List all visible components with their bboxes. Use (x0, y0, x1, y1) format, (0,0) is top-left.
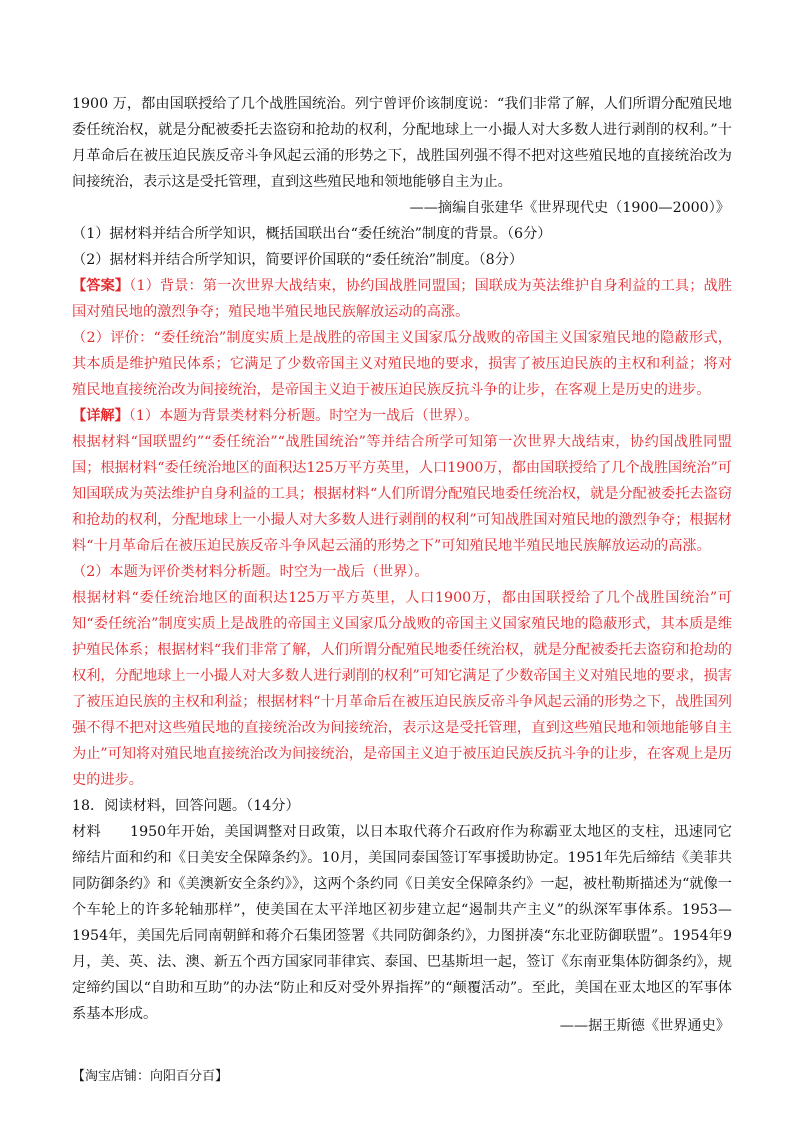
detail-17-part1-head-text: （1）本题为背景类材料分析题。时空为一战后（世界）。 (128, 408, 479, 424)
detail-tag: 【详解】 (72, 408, 129, 424)
detail-17-part2-body: 根据材料“委任统治地区的面积达125万平方英里，人口1900万，都由国联授给了几个战胜国统治”可知“委任统治”制度实质上是战胜的帝国主义国家瓜分战败的帝国主义国家殖民地的隐蔽形式，其本质是维护殖民体系；根据材料“我们非常了解，人们所谓分配殖民地委任统治权，就是分配被委托去盗窃和抢劫的权利，分配地球上一小撮人对大多数人进行剥削的权利”可知它满足了少数帝国主义对殖民地的要求，损害了被压迫民族的主权和利益；根据材料“十月革命后在被压迫民族反帝斗争风起云涌的形势之下，战胜国列强不得不把对这些殖民地的直接统治改为间接统治，表示这是受托管理，直到这些殖民地和领地能够自主为止”可知将对殖民地直接统治改为间接统治，是帝国主义迫于被压迫民族反抗斗争的让步，在客观上是历史的进步。 (72, 590, 732, 788)
material-17-source: ——摘编自张建华《世界现代史（1900—2000）》 (409, 200, 730, 216)
question-18-material (72, 819, 732, 1027)
answer-17 (72, 273, 732, 403)
shop-footer: 【淘宝店铺：向阳百分百】 (72, 1069, 229, 1084)
material-17-text (72, 91, 732, 195)
detail-17-part1-head (72, 403, 732, 429)
question-17-2: （2）据材料并结合所学知识，简要评价国联的“委任统治”制度。（8分） (72, 252, 524, 268)
detail-17-part1-body: 根据材料“国联盟约”“委任统治”“战胜国统治”等并结合所学可知第一次世界大战结束，协约国战胜同盟国；根据材料“委任统治地区的面积达125万平方英里，人口1900万，都由国联授给了几个战胜国统治”可知国联成为英法维护自身利益的工具；根据材料“人们所谓分配殖民地委任统治权，就是分配被委托去盗窃和抢劫的权利，分配地球上一小撮人对大多数人进行剥削的权利”可知战胜国对殖民地的激烈争夺；根据材料“十月革命后在被压迫民族反帝斗争风起云涌的形势之下”可知殖民地半殖民地民族解放运动的高涨。 (72, 434, 732, 554)
answer-17-part2: （2）评价：“委任统治”制度实质上是战胜的帝国主义国家瓜分战败的帝国主义国家殖民地的隐蔽形式，其本质是维护殖民体系；它满足了少数帝国主义对殖民地的要求，损害了被压迫民族的主权和利益；将对殖民地直接统治改为间接统治，是帝国主义迫于被压迫民族反抗斗争的让步，在客观上是历史的进步。 (72, 330, 732, 398)
answer-tag: 【答案】 (72, 278, 130, 294)
question-17-1: （1）据材料并结合所学知识，概括国联出台“委任统治”制度的背景。（6分） (72, 226, 552, 242)
answer-17-part1 (72, 273, 732, 325)
material-17-paragraph: 1900 万，都由国联授给了几个战胜国统治。列宁曾评价该制度说：“我们非常了解，人们所谓分配殖民地委任统治权，就是分配被委托去盗窃和抢劫的权利，分配地球上一小撮人对大多数人进行剥削的权利。”十月革命后在被压迫民族反帝斗争风起云涌的形势之下，战胜国列强不得不把对这些殖民地的直接统治改为间接统治，表示这是受托管理，直到这些殖民地和领地能够自主为止。 (72, 96, 732, 190)
question-18-source: ——据王斯德《世界通史》 (559, 1018, 730, 1034)
answer-17-part1-text: （1）背景：第一次世界大战结束，协约国战胜同盟国；国联成为英法维护自身利益的工具；战胜国对殖民地的激烈争夺；殖民地半殖民地民族解放运动的高涨。 (72, 278, 732, 320)
question-18-material-text: 材料 1950年开始，美国调整对日政策，以日本取代蒋介石政府作为称霸亚太地区的支柱，迅速同它缔结片面和约和《日美安全保障条约》。10月，美国同泰国签订军事援助协定。1951年先后缔结《美菲共同防御条约》和《美澳新安全条约》》，这两个条约同《日美安全保障条约》一起，被杜勒斯描述为“就像一个车轮上的许多轮轴那样”，使美国在太平洋地区初步建立起“遏制共产主义”的纵深军事体系。1953—1954年，美国先后同南朝鲜和蒋介石集团签署《共同防御条约》，力图拼凑“东北亚防御联盟”。1954年9月，美、英、法、澳、新五个西方国家同菲律宾、泰国、巴基斯坦一起，签订《东南亚集体防御条约》，规定缔约国以“自助和互助”的办法“防止和反对受外界指挥”的“颠覆活动”。至此，美国在亚太地区的军事体系基本形成。 (72, 824, 732, 1022)
detail-17 (72, 403, 732, 793)
questions-17 (72, 221, 732, 273)
question-18-heading-text: 18．阅读材料，回答问题。（14分） (72, 798, 300, 814)
detail-17-part2-head: （2）本题为评价类材料分析题。时空为一战后（世界）。 (72, 564, 429, 580)
question-18-heading (72, 793, 732, 819)
